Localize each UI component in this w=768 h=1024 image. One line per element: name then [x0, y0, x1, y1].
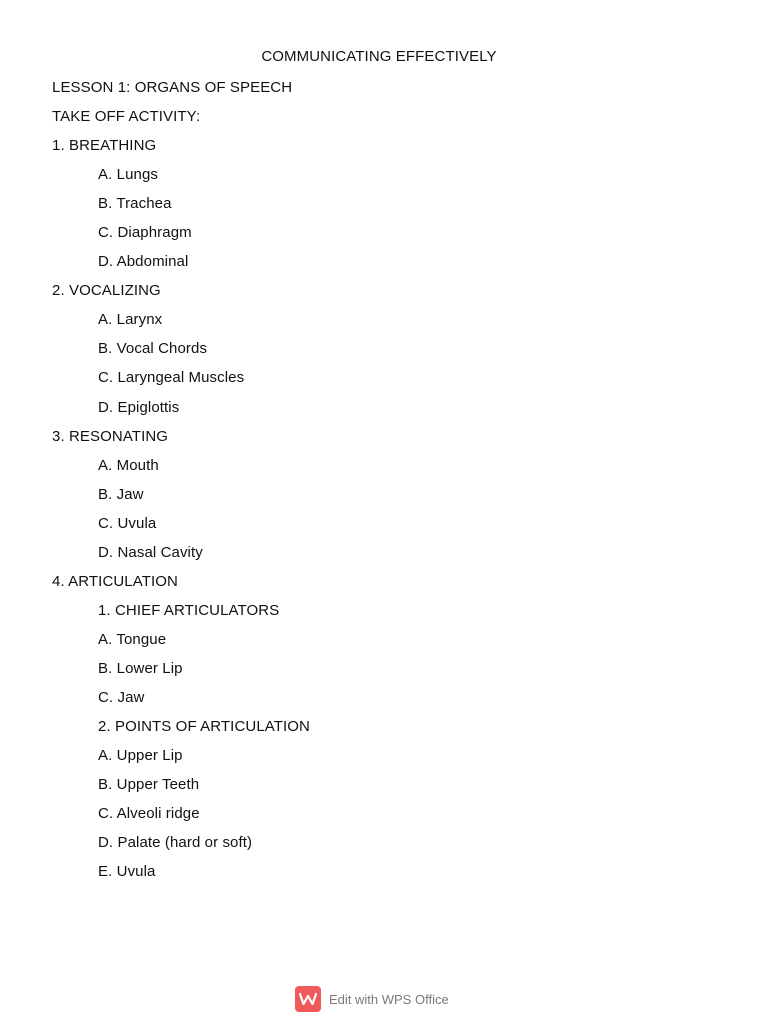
list-item: A. Mouth [98, 456, 159, 474]
list-item: C. Laryngeal Muscles [98, 369, 245, 387]
list-item: B. Vocal Chords [98, 340, 208, 358]
list-item: E. Uvula [98, 863, 156, 881]
list-item: C. Alveoli ridge [98, 805, 200, 823]
section-heading: TAKE OFF ACTIVITY: [52, 108, 201, 126]
document-title: COMMUNICATING EFFECTIVELY [261, 48, 497, 65]
list-item: A. Lungs [98, 166, 159, 184]
list-item: 1. CHIEF ARTICULATORS [98, 601, 280, 619]
list-item: A. Upper Lip [98, 747, 183, 765]
list-item: 2. POINTS OF ARTICULATION [98, 718, 310, 736]
list-item: C. Jaw [98, 688, 145, 706]
list-item: B. Jaw [98, 485, 144, 503]
list-item: B. Upper Teeth [98, 776, 200, 794]
list-item: A. Tongue [98, 630, 167, 648]
list-item: D. Epiglottis [98, 398, 180, 416]
wps-edit-link[interactable] [295, 986, 449, 1012]
document-body [0, 77, 768, 890]
list-item: D. Palate (hard or soft) [98, 834, 253, 852]
section-heading: 2. VOCALIZING [52, 282, 161, 300]
wps-office-logo-icon [295, 986, 321, 1012]
list-item: B. Lower Lip [98, 659, 183, 677]
list-item: D. Abdominal [98, 253, 189, 271]
list-item: D. Nasal Cavity [98, 543, 203, 561]
list-item: C. Diaphragm [98, 224, 192, 242]
list-item: B. Trachea [98, 195, 172, 213]
section-heading: LESSON 1: ORGANS OF SPEECH [52, 79, 293, 96]
wps-edit-label: Edit with WPS Office [329, 991, 449, 1007]
list-item: A. Larynx [98, 311, 163, 329]
section-heading: 3. RESONATING [52, 427, 169, 445]
section-heading: 1. BREATHING [52, 137, 157, 155]
section-heading: 4. ARTICULATION [52, 572, 178, 590]
list-item: C. Uvula [98, 514, 157, 532]
